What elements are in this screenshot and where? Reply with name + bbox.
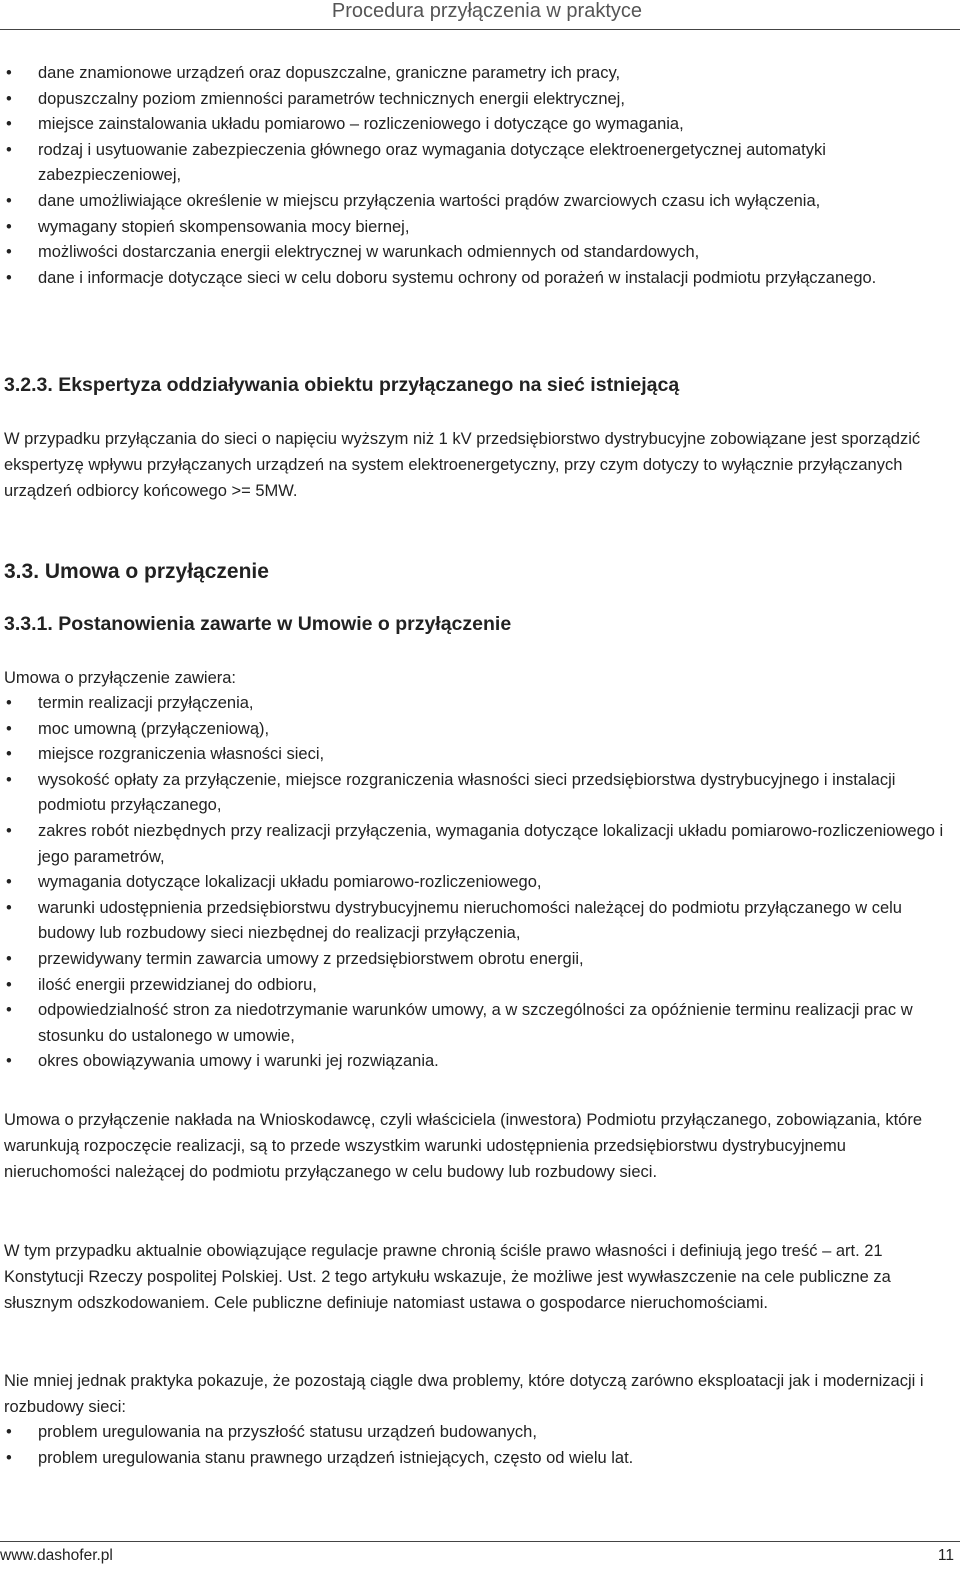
list-item: • dane i informacje dotyczące sieci w celu doboru systemu ochrony od porażeń w instalacji podmiotu przyłączanego.: [0, 266, 955, 292]
list-item: • wymagany stopień skompensowania mocy biernej,: [0, 215, 955, 241]
list-item: • dane znamionowe urządzeń oraz dopuszczalne, graniczne parametry ich pracy,: [0, 61, 955, 87]
bullet-icon: •: [6, 898, 12, 917]
running-header: [0, 0, 960, 28]
list-item: • przewidywany termin zawarcia umowy z przedsiębiorstwem obrotu energii,: [0, 947, 955, 973]
bullet-icon: •: [6, 719, 12, 738]
footer-url: www.dashofer.pl: [0, 1547, 113, 1564]
bullet-icon: •: [6, 140, 12, 159]
running-header-title: Procedura przyłączenia w praktyce: [331, 0, 642, 22]
list-item: • miejsce rozgraniczenia własności sieci,: [0, 742, 955, 768]
list-item: • problem uregulowania stanu prawnego urządzeń istniejących, często od wielu lat.: [0, 1446, 955, 1472]
list-item: • wymagania dotyczące lokalizacji układu pomiarowo-rozliczeniowego,: [0, 870, 955, 896]
list-item: • termin realizacji przyłączenia,: [0, 691, 955, 717]
list-item: • rodzaj i usytuowanie zabezpieczenia głównego oraz wymagania dotyczące elektroenergetycznej automatyki zabezpieczeniowej,: [0, 138, 955, 189]
bullet-icon: •: [6, 268, 12, 287]
bullet-icon: •: [6, 694, 12, 712]
bullet-icon: •: [6, 64, 12, 82]
bullet-icon: •: [6, 1423, 12, 1441]
requirements-list: [0, 61, 955, 291]
bullet-icon: •: [6, 191, 12, 210]
paragraph-legal: W tym przypadku aktualnie obowiązujące regulacje prawne chronią ściśle prawo własności i definiują jego treść – art. 21 Konstytucji Rzeczy pospolitej Polskiej. Ust. 2 tego artykułu wskazuje, że możliwe jest wywłaszczenie na cele publiczne za słusznym odszkodowaniem. Cele publiczne definiuje natomiast ustawa o gospodarce nieruchomościami.: [4, 1242, 891, 1312]
section-heading-3-2-3: 3.2.3. Ekspertyza oddziaływania obiektu przyłączanego na sieć istniejącą: [4, 374, 680, 396]
bullet-icon: •: [6, 873, 12, 892]
bullet-icon: •: [6, 770, 12, 789]
contract-intro: Umowa o przyłączenie zawiera:: [4, 669, 237, 687]
list-item: • ilość energii przewidzianej do odbioru,: [0, 973, 955, 999]
paragraph-obligations: Umowa o przyłączenie nakłada na Wnioskodawcę, czyli właściciela (inwestora) Podmiotu przyłączanego, zobowiązania, które warunkują rozpoczęcie realizacji, są to przede wszystkim warunki udostępnienia przedsiębiorstwu dystrybucyjnemu nieruchomości należącej do podmiotu przyłączanego w celu budowy lub rozbudowy sieci.: [4, 1111, 923, 1181]
problems-list: [0, 1420, 955, 1471]
bullet-icon: •: [6, 89, 12, 108]
footer-rule: [0, 1541, 960, 1542]
list-item: • miejsce zainstalowania układu pomiarowo – rozliczeniowego i dotyczące go wymagania,: [0, 112, 955, 138]
list-item: • możliwości dostarczania energii elektrycznej w warunkach odmiennych od standardowych,: [0, 240, 955, 266]
list-item: • zakres robót niezbędnych przy realizacji przyłączenia, wymagania dotyczące lokalizacji układu pomiarowo-rozliczeniowego i jego parametrów,: [0, 819, 955, 870]
bullet-icon: •: [6, 1052, 12, 1071]
paragraph-expertise: W przypadku przyłączania do sieci o napięciu wyższym niż 1 kV przedsiębiorstwo dystrybucyjne zobowiązane jest sporządzić ekspertyzę wpływu przyłączanych urządzeń na system elektroenergetyczny, przy czym dotyczy to wyłącznie przyłączanych urządzeń odbiorcy końcowego >= 5MW.: [4, 430, 921, 500]
bullet-icon: •: [6, 949, 12, 968]
bullet-icon: •: [6, 975, 12, 994]
bullet-icon: •: [6, 1448, 12, 1467]
bullet-icon: •: [6, 115, 12, 134]
section-heading-3-3-1: 3.3.1. Postanowienia zawarte w Umowie o przyłączenie: [4, 613, 512, 635]
bullet-icon: •: [6, 217, 12, 236]
list-item: • dane umożliwiające określenie w miejscu przyłączenia wartości prądów zwarciowych czasu ich wyłączenia,: [0, 189, 955, 215]
paragraph-problems-intro: Nie mniej jednak praktyka pokazuje, że pozostają ciągle dwa problemy, które dotyczą zarówno eksploatacji jak i modernizacji i rozbudowy sieci:: [4, 1372, 924, 1416]
section-heading-3-3: 3.3. Umowa o przyłączenie: [4, 560, 269, 583]
page-number: 11: [937, 1547, 954, 1564]
list-item: • dopuszczalny poziom zmienności parametrów technicznych energii elektrycznej,: [0, 87, 955, 113]
list-item: • problem uregulowania na przyszłość statusu urządzeń budowanych,: [0, 1420, 955, 1446]
bullet-icon: •: [6, 821, 12, 840]
list-item: • okres obowiązywania umowy i warunki jej rozwiązania.: [0, 1049, 955, 1075]
bullet-icon: •: [6, 745, 12, 764]
bullet-icon: •: [6, 1001, 12, 1020]
list-item: • moc umowną (przyłączeniową),: [0, 717, 955, 743]
list-item: • odpowiedzialność stron za niedotrzymanie warunków umowy, a w szczególności za opóźnienie terminu realizacji prac w stosunku do ustalonego w umowie,: [0, 998, 955, 1049]
list-item: • wysokość opłaty za przyłączenie, miejsce rozgraniczenia własności sieci przedsiębiorstwa dystrybucyjnego i instalacji podmiotu przyłączanego,: [0, 768, 955, 819]
list-item: • warunki udostępnienia przedsiębiorstwu dystrybucyjnemu nieruchomości należącej do podmiotu przyłączanego w celu budowy lub rozbudowy sieci niezbędnej do realizacji przyłączenia,: [0, 896, 955, 947]
bullet-icon: •: [6, 243, 12, 262]
header-rule: [0, 29, 960, 30]
contract-items-list: [0, 691, 955, 1075]
